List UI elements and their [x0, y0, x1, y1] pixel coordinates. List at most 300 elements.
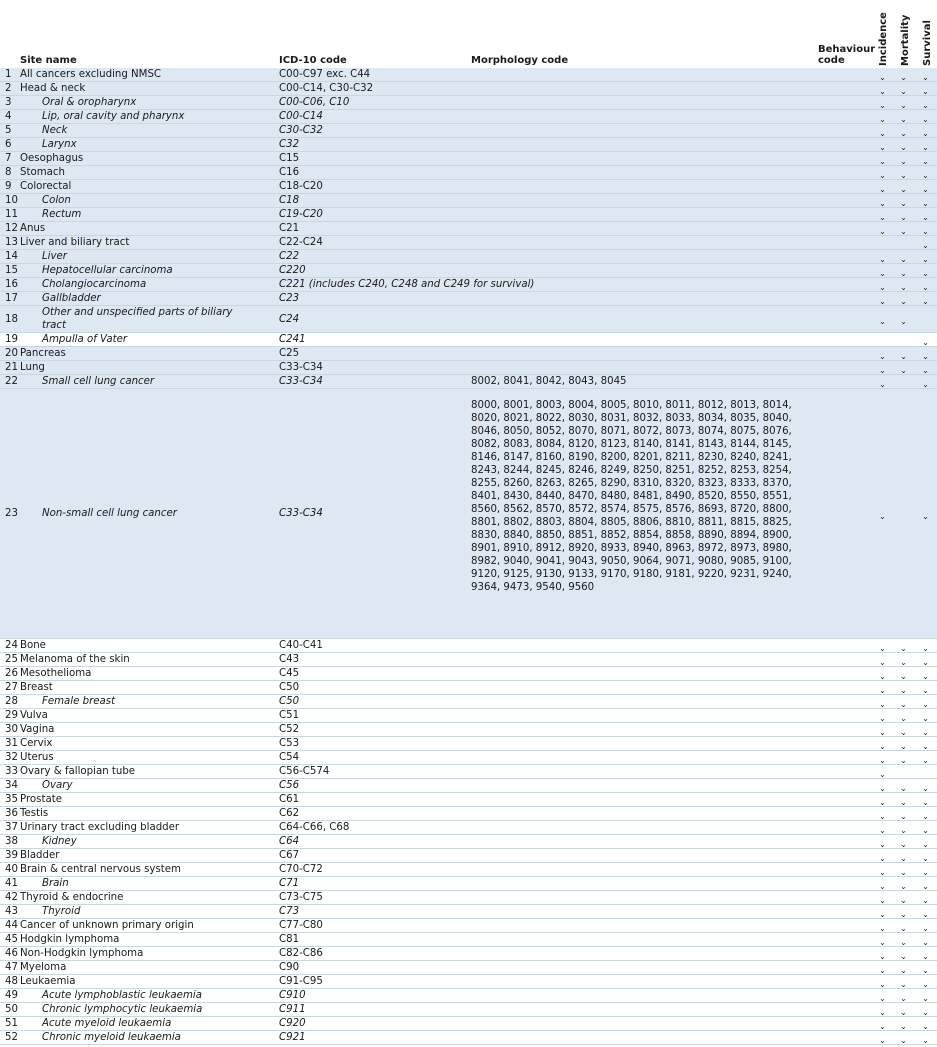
icd10-code: C52: [279, 724, 300, 735]
survival-check-icon: ⌄: [922, 1022, 929, 1031]
site-name: Larynx: [42, 139, 77, 150]
table-body: [0, 68, 937, 1045]
icd10-code: C25: [279, 348, 300, 359]
icd10-code: C16: [279, 167, 300, 178]
icd10-code: C64: [279, 836, 300, 847]
incidence-check-icon: ⌄: [879, 644, 886, 653]
mortality-check-icon: ⌄: [900, 952, 907, 961]
mortality-check-icon: ⌄: [900, 297, 907, 306]
mortality-check-icon: ⌄: [900, 742, 907, 751]
table-row: [0, 653, 937, 667]
mortality-check-icon: ⌄: [900, 924, 907, 933]
icd10-code: C30-C32: [279, 125, 323, 136]
mortality-check-icon: ⌄: [900, 980, 907, 989]
table-row: [0, 375, 937, 389]
survival-check-icon: ⌄: [922, 101, 929, 110]
row-number: 11: [5, 209, 18, 220]
survival-check-icon: ⌄: [922, 742, 929, 751]
site-name: Vulva: [20, 710, 48, 721]
site-name: Liver and biliary tract: [20, 237, 130, 248]
site-name: Colorectal: [20, 181, 72, 192]
mortality-check-icon: ⌄: [900, 1036, 907, 1045]
incidence-check-icon: ⌄: [879, 700, 886, 709]
table-row: [0, 695, 937, 709]
icd10-code: C53: [279, 738, 300, 749]
incidence-check-icon: ⌄: [879, 966, 886, 975]
survival-check-icon: ⌄: [922, 255, 929, 264]
mortality-check-icon: ⌄: [900, 269, 907, 278]
row-number: 1: [5, 69, 12, 80]
mortality-check-icon: ⌄: [900, 644, 907, 653]
icd10-code: C21: [279, 223, 300, 234]
row-number: 42: [5, 892, 18, 903]
header-mortality: Mortality: [900, 14, 911, 66]
row-number: 2: [5, 83, 12, 94]
table-row: [0, 138, 937, 152]
incidence-check-icon: ⌄: [879, 297, 886, 306]
survival-check-icon: ⌄: [922, 129, 929, 138]
icd10-code: C920: [279, 1018, 306, 1029]
row-number: 17: [5, 293, 18, 304]
mortality-check-icon: ⌄: [900, 129, 907, 138]
incidence-check-icon: ⌄: [879, 283, 886, 292]
row-number: 4: [5, 111, 12, 122]
site-name: All cancers excluding NMSC: [20, 69, 162, 80]
row-number: 30: [5, 724, 18, 735]
mortality-check-icon: ⌄: [900, 1008, 907, 1017]
header-behaviour-line1: Behaviour: [818, 44, 876, 55]
table-row: [0, 807, 937, 821]
row-number: 9: [5, 181, 12, 192]
incidence-check-icon: ⌄: [879, 742, 886, 751]
mortality-check-icon: ⌄: [900, 157, 907, 166]
table-row: [0, 278, 937, 292]
survival-check-icon: ⌄: [922, 338, 929, 347]
site-name: Bladder: [20, 850, 60, 861]
icd10-code: C61: [279, 794, 300, 805]
survival-check-icon: ⌄: [922, 826, 929, 835]
icd10-code: C00-C14, C30-C32: [279, 83, 374, 94]
icd10-code: C50: [279, 696, 300, 707]
site-name: Kidney: [42, 836, 77, 847]
mortality-check-icon: ⌄: [900, 812, 907, 821]
site-name: Chronic myeloid leukaemia: [42, 1032, 181, 1043]
mortality-check-icon: ⌄: [900, 714, 907, 723]
site-name: Melanoma of the skin: [20, 654, 130, 665]
site-name: Mesothelioma: [20, 668, 92, 679]
icd10-code: C22: [279, 251, 300, 262]
survival-check-icon: ⌄: [922, 952, 929, 961]
mortality-check-icon: ⌄: [900, 115, 907, 124]
table-row: [0, 264, 937, 278]
row-number: 44: [5, 920, 18, 931]
table-row: [0, 222, 937, 236]
row-number: 45: [5, 934, 18, 945]
incidence-check-icon: ⌄: [879, 840, 886, 849]
icd10-code: C67: [279, 850, 300, 861]
row-number: 20: [5, 348, 18, 359]
site-name: Hodgkin lymphoma: [20, 934, 120, 945]
row-number: 33: [5, 766, 18, 777]
table-row: [0, 863, 937, 877]
survival-check-icon: ⌄: [922, 366, 929, 375]
mortality-check-icon: ⌄: [900, 73, 907, 82]
row-number: 8: [5, 167, 12, 178]
table-header: [0, 0, 937, 68]
icd10-code: C70-C72: [279, 864, 323, 875]
site-name: Uterus: [20, 752, 54, 763]
row-number: 24: [5, 640, 18, 651]
icd10-code: C71: [279, 878, 300, 889]
incidence-check-icon: ⌄: [879, 980, 886, 989]
icd10-code: C91-C95: [279, 976, 323, 987]
site-name: Rectum: [42, 209, 82, 220]
mortality-check-icon: ⌄: [900, 366, 907, 375]
mortality-check-icon: ⌄: [900, 700, 907, 709]
icd10-code: C82-C86: [279, 948, 323, 959]
survival-check-icon: ⌄: [922, 380, 929, 389]
table-row: [0, 779, 937, 793]
site-name: Urinary tract excluding bladder: [20, 822, 180, 833]
icd10-code: C00-C14: [279, 111, 323, 122]
icd10-code: C32: [279, 139, 300, 150]
table-row: [0, 821, 937, 835]
table-row: [0, 737, 937, 751]
site-name: Lung: [20, 362, 45, 373]
header-incidence: Incidence: [878, 12, 889, 66]
row-number: 46: [5, 948, 18, 959]
icd10-code: C33-C34: [279, 508, 323, 519]
table-row: [0, 361, 937, 375]
mortality-check-icon: ⌄: [900, 840, 907, 849]
row-number: 23: [5, 508, 18, 519]
icd10-code: C910: [279, 990, 306, 1001]
survival-check-icon: ⌄: [922, 1008, 929, 1017]
row-number: 10: [5, 195, 18, 206]
site-name: Pancreas: [20, 348, 66, 359]
icd10-code: C19-C20: [279, 209, 323, 220]
row-number: 15: [5, 265, 18, 276]
site-name: Oral & oropharynx: [42, 97, 137, 108]
mortality-check-icon: ⌄: [900, 101, 907, 110]
site-name: Other and unspecified parts of biliary tract: [42, 307, 233, 331]
survival-check-icon: ⌄: [922, 1036, 929, 1045]
incidence-check-icon: ⌄: [879, 227, 886, 236]
site-name: Female breast: [42, 696, 116, 707]
site-name: Ampulla of Vater: [42, 334, 128, 345]
site-name: Thyroid: [42, 906, 81, 917]
incidence-check-icon: ⌄: [879, 854, 886, 863]
row-number: 5: [5, 125, 12, 136]
mortality-check-icon: ⌄: [900, 784, 907, 793]
mortality-check-icon: ⌄: [900, 966, 907, 975]
survival-check-icon: ⌄: [922, 227, 929, 236]
site-name: Testis: [20, 808, 49, 819]
site-name: Colon: [42, 195, 71, 206]
site-name: Prostate: [20, 794, 62, 805]
row-number: 6: [5, 139, 12, 150]
mortality-check-icon: ⌄: [900, 317, 907, 326]
table-row: [0, 292, 937, 306]
row-number: 50: [5, 1004, 18, 1015]
header-behaviour-line2: code: [818, 55, 845, 66]
site-name: Small cell lung cancer: [42, 376, 155, 387]
table-row: [0, 849, 937, 863]
row-number: 29: [5, 710, 18, 721]
mortality-check-icon: ⌄: [900, 826, 907, 835]
incidence-check-icon: ⌄: [879, 1022, 886, 1031]
survival-check-icon: ⌄: [922, 241, 929, 250]
header-icd10: ICD-10 code: [279, 55, 347, 66]
row-number: 28: [5, 696, 18, 707]
incidence-check-icon: ⌄: [879, 171, 886, 180]
icd10-code: C18-C20: [279, 181, 323, 192]
mortality-check-icon: ⌄: [900, 882, 907, 891]
survival-check-icon: ⌄: [922, 966, 929, 975]
mortality-check-icon: ⌄: [900, 227, 907, 236]
table-row: [0, 905, 937, 919]
survival-check-icon: ⌄: [922, 882, 929, 891]
icd10-code: C40-C41: [279, 640, 323, 651]
survival-check-icon: ⌄: [922, 512, 929, 521]
incidence-check-icon: ⌄: [879, 910, 886, 919]
icd10-code: C23: [279, 293, 300, 304]
table-row: [0, 152, 937, 166]
table-row: [0, 236, 937, 250]
mortality-check-icon: ⌄: [900, 728, 907, 737]
row-number: 48: [5, 976, 18, 987]
survival-check-icon: ⌄: [922, 269, 929, 278]
mortality-check-icon: ⌄: [900, 1022, 907, 1031]
site-name: Ovary & fallopian tube: [20, 766, 136, 777]
mortality-check-icon: ⌄: [900, 352, 907, 361]
survival-check-icon: ⌄: [922, 868, 929, 877]
incidence-check-icon: ⌄: [879, 255, 886, 264]
mortality-check-icon: ⌄: [900, 938, 907, 947]
survival-check-icon: ⌄: [922, 199, 929, 208]
header-site-name: Site name: [20, 55, 77, 66]
site-name: Thyroid & endocrine: [20, 892, 124, 903]
site-name: Vagina: [20, 724, 55, 735]
icd10-code: C00-C06, C10: [279, 97, 350, 108]
incidence-check-icon: ⌄: [879, 269, 886, 278]
table-row: [0, 709, 937, 723]
mortality-check-icon: ⌄: [900, 87, 907, 96]
table-row: [0, 681, 937, 695]
row-number: 40: [5, 864, 18, 875]
survival-check-icon: ⌄: [922, 728, 929, 737]
table-row: [0, 250, 937, 264]
icd10-code: C221 (includes C240, C248 and C249 for survival): [279, 279, 535, 290]
survival-check-icon: ⌄: [922, 938, 929, 947]
survival-check-icon: ⌄: [922, 352, 929, 361]
survival-check-icon: ⌄: [922, 213, 929, 222]
table-row: [0, 1031, 937, 1045]
site-name: Lip, oral cavity and pharynx: [42, 111, 185, 122]
survival-check-icon: ⌄: [922, 185, 929, 194]
incidence-check-icon: ⌄: [879, 213, 886, 222]
incidence-check-icon: ⌄: [879, 924, 886, 933]
site-name: Brain & central nervous system: [20, 864, 181, 875]
icd10-code: C62: [279, 808, 300, 819]
row-number: 16: [5, 279, 18, 290]
survival-check-icon: ⌄: [922, 658, 929, 667]
icd10-code: C56: [279, 780, 300, 791]
site-name: Acute myeloid leukaemia: [42, 1018, 172, 1029]
table-row: [0, 82, 937, 96]
mortality-check-icon: ⌄: [900, 910, 907, 919]
table-row: [0, 124, 937, 138]
survival-check-icon: ⌄: [922, 644, 929, 653]
survival-check-icon: ⌄: [922, 994, 929, 1003]
incidence-check-icon: ⌄: [879, 938, 886, 947]
incidence-check-icon: ⌄: [879, 658, 886, 667]
incidence-check-icon: ⌄: [879, 157, 886, 166]
incidence-check-icon: ⌄: [879, 1036, 886, 1045]
row-number: 35: [5, 794, 18, 805]
mortality-check-icon: ⌄: [900, 686, 907, 695]
table-row: [0, 1003, 937, 1017]
incidence-check-icon: ⌄: [879, 73, 886, 82]
incidence-check-icon: ⌄: [879, 115, 886, 124]
survival-check-icon: ⌄: [922, 714, 929, 723]
icd10-code: C90: [279, 962, 300, 973]
icd10-code: C51: [279, 710, 300, 721]
site-name: Cervix: [20, 738, 53, 749]
incidence-check-icon: ⌄: [879, 380, 886, 389]
site-name: Acute lymphoblastic leukaemia: [42, 990, 202, 1001]
table-row: [0, 667, 937, 681]
site-name: Myeloma: [20, 962, 67, 973]
mortality-check-icon: ⌄: [900, 896, 907, 905]
table-row: [0, 975, 937, 989]
incidence-check-icon: ⌄: [879, 185, 886, 194]
row-number: 25: [5, 654, 18, 665]
table-row: [0, 947, 937, 961]
mortality-check-icon: ⌄: [900, 798, 907, 807]
incidence-check-icon: ⌄: [879, 1008, 886, 1017]
row-number: 38: [5, 836, 18, 847]
incidence-check-icon: ⌄: [879, 868, 886, 877]
row-number: 49: [5, 990, 18, 1001]
mortality-check-icon: ⌄: [900, 143, 907, 152]
survival-check-icon: ⌄: [922, 672, 929, 681]
row-number: 51: [5, 1018, 18, 1029]
incidence-check-icon: ⌄: [879, 826, 886, 835]
icd10-code: C22-C24: [279, 237, 323, 248]
site-name: Stomach: [20, 167, 65, 178]
icd10-code: C73-C75: [279, 892, 323, 903]
site-name: Hepatocellular carcinoma: [42, 265, 173, 276]
table-row: [0, 793, 937, 807]
incidence-check-icon: ⌄: [879, 952, 886, 961]
header-survival: Survival: [922, 20, 933, 66]
site-name: Anus: [20, 223, 46, 234]
table-row: [0, 723, 937, 737]
site-name: Gallbladder: [42, 293, 101, 304]
survival-check-icon: ⌄: [922, 297, 929, 306]
incidence-check-icon: ⌄: [879, 317, 886, 326]
icd10-code: C24: [279, 314, 300, 325]
table-row: [0, 639, 937, 653]
survival-check-icon: ⌄: [922, 283, 929, 292]
survival-check-icon: ⌄: [922, 910, 929, 919]
mortality-check-icon: ⌄: [900, 199, 907, 208]
table-row: [0, 333, 937, 347]
site-name: Breast: [20, 682, 53, 693]
icd10-code: C50: [279, 682, 300, 693]
table-row: [0, 306, 937, 333]
table-row: [0, 389, 937, 639]
site-name: Oesophagus: [20, 153, 84, 164]
row-number: 12: [5, 223, 18, 234]
morphology-codes: 8000, 8001, 8003, 8004, 8005, 8010, 8011, 8012, 8013, 8014, 8020, 8021, 8022, 8030, 8031, 8032, 8033, 8034, 8035, 8040, 8046, 8050, 8052, 8070, 8071, 8072, 8073, 8074, 8075, 8076, 8082, 8083, 8084, 8120, 8123, 8140, 8141, 8143, 8144, 8145, 8146, 8147, 8160, 8190, 8200, 8201, 8211, 8230, 8240, 8241, 8243, 8244, 8245, 8246, 8249, 8250, 8251, 8252, 8253, 8254, 8255, 8260, 8263, 8265, 8290, 8310, 8320, 8323, 8333, 8370, 8401, 8430, 8440, 8470, 8480, 8481, 8490, 8520, 8550, 8551, 8560, 8562, 8570, 8572, 8574, 8575, 8576, 8693, 8720, 8800, 8801, 8802, 8803, 8804, 8805, 8806, 8810, 8811, 8815, 8825, 8830, 8840, 8850, 8851, 8852, 8854, 8858, 8890, 8894, 8900, 8901, 8910, 8912, 8920, 8933, 8940, 8963, 8972, 8973, 8980, 8982, 9040, 9041, 9043, 9050, 9064, 9071, 9080, 9085, 9100, 9120, 9125, 9130, 9133, 9170, 9180, 9181, 9220, 9231, 9240, 9364, 9473, 9540, 9560: [471, 400, 792, 593]
icd10-code: C33-C34: [279, 362, 323, 373]
incidence-check-icon: ⌄: [879, 798, 886, 807]
incidence-check-icon: ⌄: [879, 686, 886, 695]
incidence-check-icon: ⌄: [879, 512, 886, 521]
row-number: 18: [5, 314, 18, 325]
row-number: 26: [5, 668, 18, 679]
mortality-check-icon: ⌄: [900, 255, 907, 264]
table-row: [0, 877, 937, 891]
incidence-check-icon: ⌄: [879, 366, 886, 375]
row-number: 22: [5, 376, 18, 387]
site-name: Non-small cell lung cancer: [42, 508, 177, 519]
survival-check-icon: ⌄: [922, 924, 929, 933]
incidence-check-icon: ⌄: [879, 672, 886, 681]
table-row: [0, 933, 937, 947]
table-row: [0, 751, 937, 765]
icd10-code: C241: [279, 334, 306, 345]
row-number: 3: [5, 97, 12, 108]
mortality-check-icon: ⌄: [900, 868, 907, 877]
row-number: 37: [5, 822, 18, 833]
incidence-check-icon: ⌄: [879, 101, 886, 110]
incidence-check-icon: ⌄: [879, 143, 886, 152]
survival-check-icon: ⌄: [922, 854, 929, 863]
mortality-check-icon: ⌄: [900, 185, 907, 194]
icd10-code: C911: [279, 1004, 306, 1015]
icd10-code: C00-C97 exc. C44: [279, 69, 371, 80]
row-number: 27: [5, 682, 18, 693]
incidence-check-icon: ⌄: [879, 784, 886, 793]
survival-check-icon: ⌄: [922, 73, 929, 82]
site-name: Neck: [42, 125, 68, 136]
icd10-code: C77-C80: [279, 920, 323, 931]
morphology-codes: 8002, 8041, 8042, 8043, 8045: [471, 376, 627, 387]
incidence-check-icon: ⌄: [879, 812, 886, 821]
mortality-check-icon: ⌄: [900, 658, 907, 667]
icd10-code: C64-C66, C68: [279, 822, 350, 833]
survival-check-icon: ⌄: [922, 980, 929, 989]
survival-check-icon: ⌄: [922, 896, 929, 905]
survival-check-icon: ⌄: [922, 115, 929, 124]
mortality-check-icon: ⌄: [900, 854, 907, 863]
incidence-check-icon: ⌄: [879, 882, 886, 891]
survival-check-icon: ⌄: [922, 840, 929, 849]
table-row: [0, 1017, 937, 1031]
survival-check-icon: ⌄: [922, 756, 929, 765]
table-row: [0, 180, 937, 194]
survival-check-icon: ⌄: [922, 143, 929, 152]
row-number: 7: [5, 153, 12, 164]
incidence-check-icon: ⌄: [879, 199, 886, 208]
incidence-check-icon: ⌄: [879, 756, 886, 765]
survival-check-icon: ⌄: [922, 784, 929, 793]
icd10-code: C73: [279, 906, 300, 917]
site-name: Liver: [42, 251, 67, 262]
